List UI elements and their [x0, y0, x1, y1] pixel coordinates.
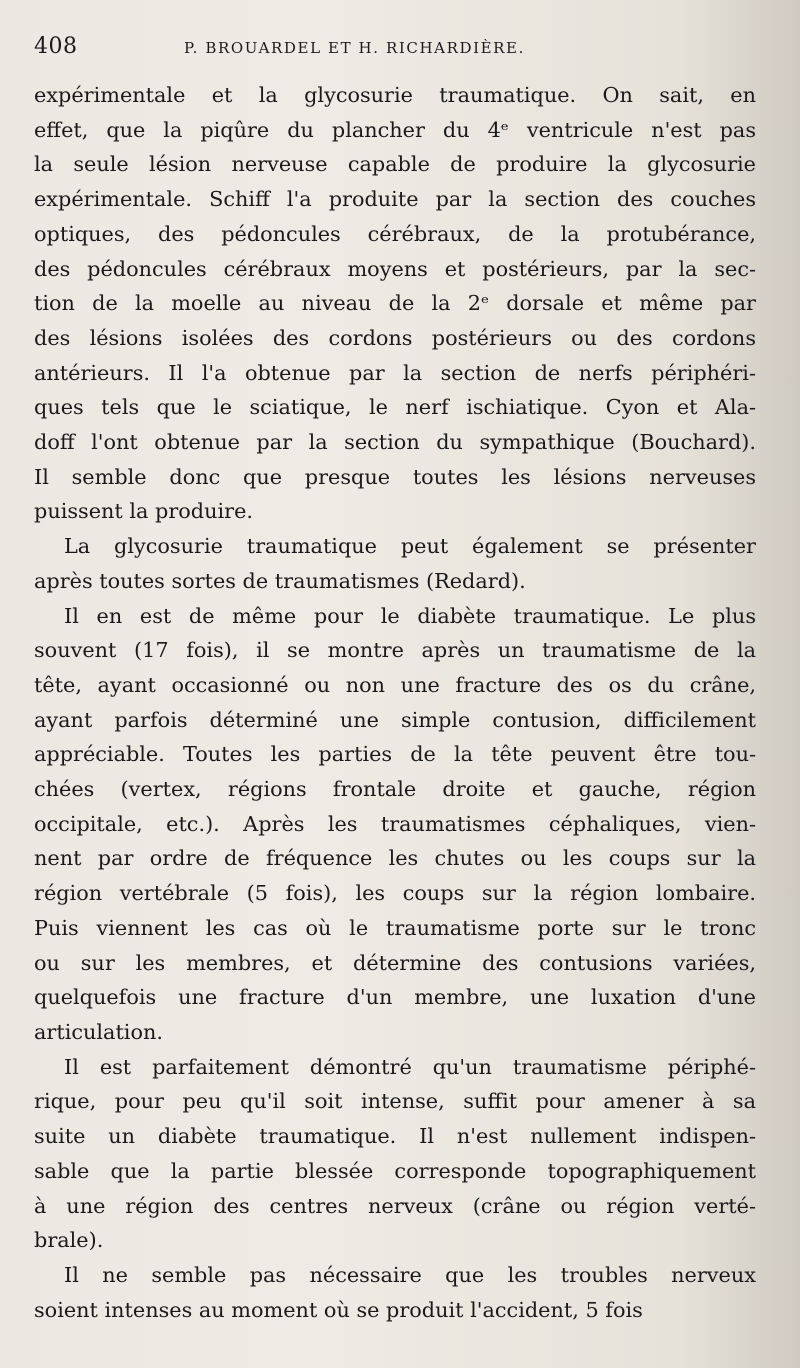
text-line: souvent (17 fois), il se montre après un traumatisme de la — [34, 638, 756, 663]
text-line: la seule lésion nerveuse capable de produire la glycosurie — [34, 152, 756, 177]
text-line: quelquefois une fracture d'un membre, une luxation d'une — [34, 985, 756, 1010]
paragraph — [34, 529, 756, 598]
text-line: région vertébrale (5 fois), les coups sur la région lombaire. — [34, 881, 756, 906]
text-line: Puis viennent les cas où le traumatisme porte sur le tronc — [34, 915, 756, 940]
text-line: articulation. — [34, 1019, 163, 1044]
text-line: ayant parfois déterminé une simple contusion, difficilement — [34, 707, 756, 732]
text-line: nent par ordre de fréquence les chutes ou les coups sur la — [34, 846, 756, 871]
page-number: 408 — [34, 34, 78, 59]
running-head: P. BROUARDEL ET H. RICHARDIÈRE. — [184, 39, 525, 57]
body-text — [34, 78, 756, 1327]
text-line: Il ne semble pas nécessaire que les troubles nerveux — [64, 1262, 756, 1287]
text-line: ou sur les membres, et détermine des contusions variées, — [34, 950, 756, 975]
text-line: suite un diabète traumatique. Il n'est nullement indispen- — [34, 1124, 756, 1149]
text-line: chées (vertex, régions frontale droite et gauche, région — [34, 777, 756, 802]
text-line: après toutes sortes de traumatismes (Redard). — [34, 568, 526, 593]
text-line: ques tels que le sciatique, le nerf ischiatique. Cyon et Ala- — [34, 395, 756, 420]
paragraph — [34, 1258, 756, 1327]
text-line: Il en est de même pour le diabète traumatique. Le plus — [64, 603, 756, 628]
text-line: sable que la partie blessée corresponde topographiquement — [34, 1158, 756, 1183]
text-line: doff l'ont obtenue par la section du sympathique (Bouchard). — [34, 430, 756, 455]
text-line: La glycosurie traumatique peut également se présenter — [64, 534, 756, 559]
text-line: expérimentale. Schiff l'a produite par la section des couches — [34, 187, 756, 212]
text-line: soient intenses au moment où se produit l'accident, 5 fois — [34, 1297, 643, 1322]
text-line: antérieurs. Il l'a obtenue par la section de nerfs périphéri- — [34, 360, 756, 385]
text-line: appréciable. Toutes les parties de la tête peuvent être tou- — [34, 742, 756, 767]
text-line: tion de la moelle au niveau de la 2ᵉ dorsale et même par — [34, 291, 756, 316]
text-line: occipitale, etc.). Après les traumatismes céphaliques, vien- — [34, 811, 756, 836]
text-line: optiques, des pédoncules cérébraux, de la protubérance, — [34, 221, 756, 246]
text-line: à une région des centres nerveux (crâne ou région verté- — [34, 1193, 756, 1218]
text-line: des lésions isolées des cordons postérieurs ou des cordons — [34, 325, 756, 350]
text-line: rique, pour peu qu'il soit intense, suffit pour amener à sa — [34, 1089, 756, 1114]
text-line: des pédoncules cérébraux moyens et postérieurs, par la sec- — [34, 256, 756, 281]
text-line: Il est parfaitement démontré qu'un traumatisme périphé- — [64, 1054, 756, 1079]
text-line: effet, que la piqûre du plancher du 4ᵉ ventricule n'est pas — [34, 117, 756, 142]
text-line: tête, ayant occasionné ou non une fracture des os du crâne, — [34, 672, 756, 697]
text-line: brale). — [34, 1228, 104, 1253]
paragraph — [34, 78, 756, 529]
page-header — [34, 34, 756, 72]
paragraph — [34, 599, 756, 1050]
text-line: Il semble donc que presque toutes les lésions nerveuses — [34, 464, 756, 489]
paragraph — [34, 1050, 756, 1258]
text-line: expérimentale et la glycosurie traumatique. On sait, en — [34, 83, 756, 107]
text-line: puissent la produire. — [34, 499, 254, 524]
